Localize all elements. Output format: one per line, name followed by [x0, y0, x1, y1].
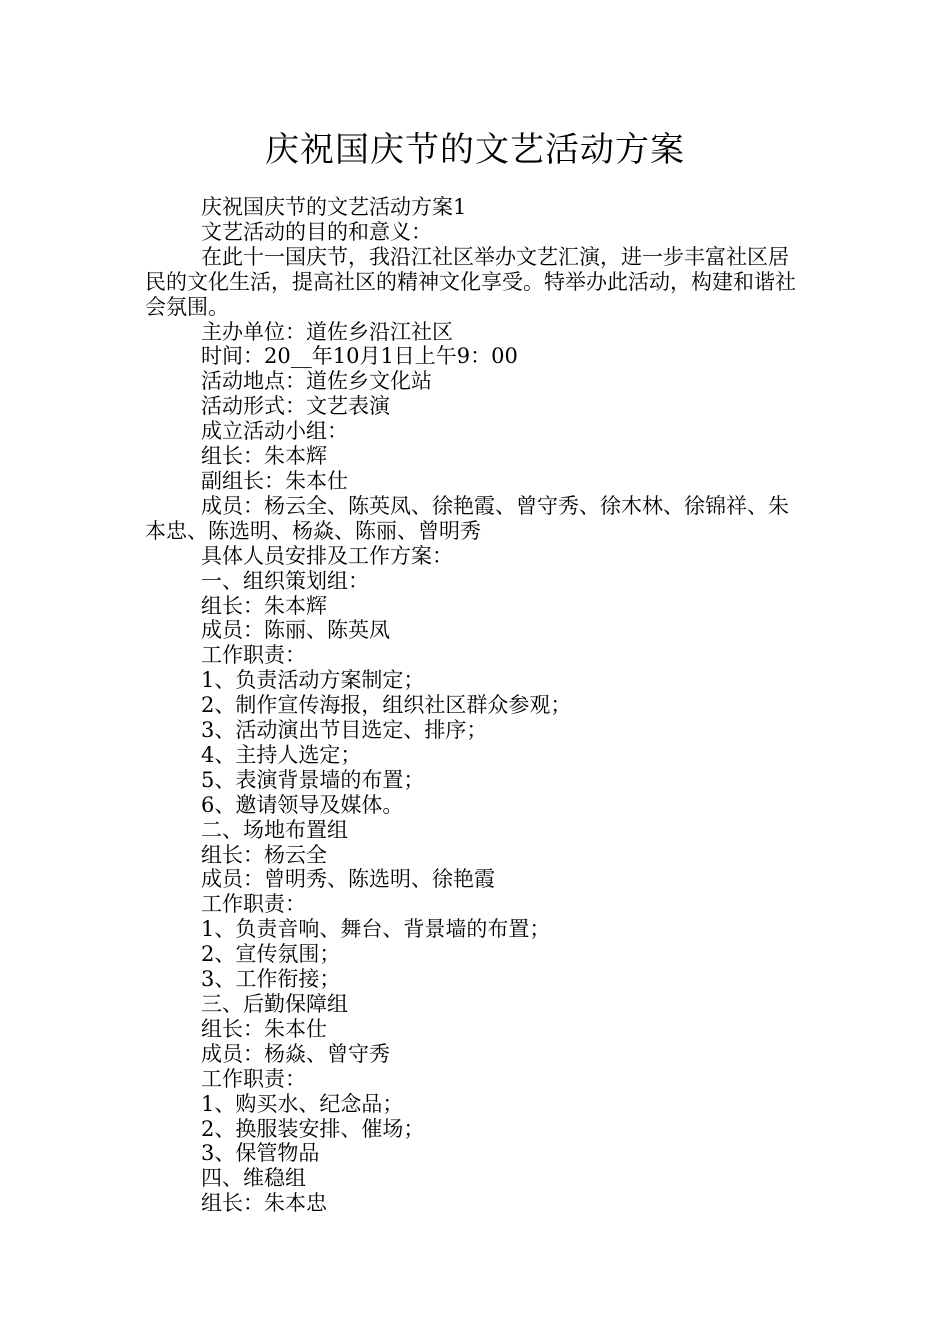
paragraph: 四、维稳组 — [201, 1166, 306, 1191]
paragraph: 成员：陈丽、陈英凤 — [201, 618, 390, 643]
paragraph: 副组长：朱本仕 — [201, 468, 348, 493]
paragraph: 组长：朱本辉 — [201, 444, 327, 469]
paragraph: 文艺活动的目的和意义： — [201, 219, 432, 244]
paragraph: 1、购买水、纪念品； — [201, 1091, 404, 1116]
paragraph: 成员：杨焱、曾守秀 — [201, 1041, 390, 1066]
paragraph: 2、宣传氛围； — [201, 942, 341, 967]
paragraph: 在此十一国庆节，我沿江社区举办文艺汇演，进一步丰富社区居民的文化生活，提高社区的精神文化享受。特举办此活动，构建和谐社会氛围。 — [145, 244, 796, 319]
paragraph: 成员：杨云全、陈英凤、徐艳霞、曾守秀、徐木林、徐锦祥、朱本忠、陈选明、杨焱、陈丽、曾明秀 — [145, 493, 789, 543]
paragraph: 工作职责： — [201, 892, 306, 917]
paragraph: 组长：朱本仕 — [201, 1016, 327, 1041]
paragraph: 3、活动演出节目选定、排序； — [201, 718, 488, 743]
paragraph: 具体人员安排及工作方案： — [201, 543, 453, 568]
paragraph: 活动形式：文艺表演 — [201, 394, 390, 419]
paragraph: 活动地点：道佐乡文化站 — [201, 369, 432, 394]
paragraph: 一、组织策划组： — [201, 568, 369, 593]
paragraph: 3、工作衔接； — [201, 967, 341, 992]
document-body — [145, 195, 805, 1216]
paragraph: 三、后勤保障组 — [201, 992, 348, 1016]
paragraph: 2、换服装安排、催场； — [201, 1116, 425, 1141]
paragraph: 工作职责： — [201, 643, 306, 668]
paragraph: 6、邀请领导及媒体。 — [201, 792, 404, 817]
paragraph: 庆祝国庆节的文艺活动方案1 — [201, 195, 467, 219]
paragraph: 3、保管物品 — [201, 1141, 320, 1166]
paragraph: 成员：曾明秀、陈选明、徐艳霞 — [201, 867, 495, 892]
paragraph: 时间：20__年10月1日上午9：00 — [201, 344, 518, 369]
paragraph: 1、负责音响、舞台、背景墙的布置； — [201, 917, 551, 942]
document-title: 庆祝国庆节的文艺活动方案 — [265, 130, 685, 170]
paragraph: 2、制作宣传海报，组织社区群众参观； — [201, 693, 572, 718]
paragraph: 1、负责活动方案制定； — [201, 668, 425, 693]
paragraph: 工作职责： — [201, 1066, 306, 1091]
paragraph: 成立活动小组： — [201, 419, 348, 444]
paragraph: 组长：朱本忠 — [201, 1191, 327, 1216]
paragraph: 二、场地布置组 — [201, 817, 348, 842]
paragraph: 5、表演背景墙的布置； — [201, 767, 425, 792]
document-page — [145, 125, 805, 1216]
paragraph: 组长：朱本辉 — [201, 593, 327, 618]
paragraph: 4、主持人选定； — [201, 742, 362, 767]
paragraph: 主办单位：道佐乡沿江社区 — [201, 319, 453, 344]
paragraph: 组长：杨云全 — [201, 842, 327, 867]
